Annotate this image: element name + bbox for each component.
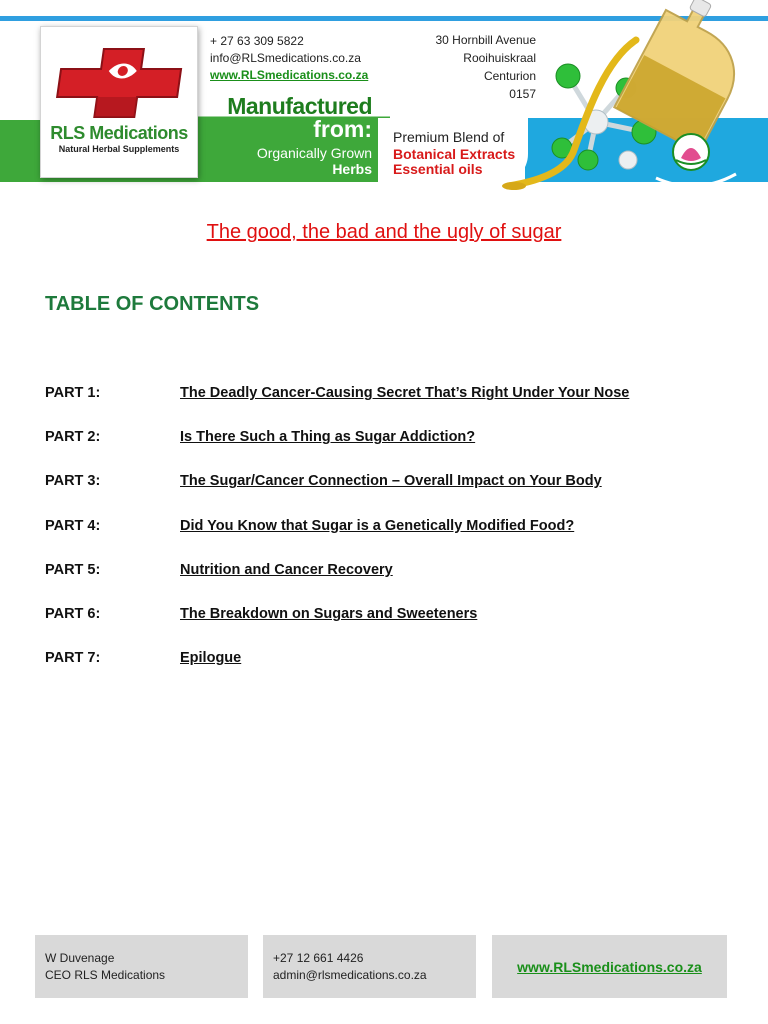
footer-contact xyxy=(273,950,427,984)
toc-row xyxy=(45,385,725,429)
toc-part-label: PART 7: xyxy=(45,650,101,667)
toc-row xyxy=(45,429,725,473)
footer-person xyxy=(45,950,165,984)
toc-part-label: PART 6: xyxy=(45,605,101,622)
blend-line-3: Essential oils xyxy=(393,161,483,177)
manufactured-line-2: Herbs xyxy=(332,161,372,177)
footer-website-box xyxy=(492,935,727,998)
toc-link-part-3[interactable]: The Sugar/Cancer Connection – Overall Impact on Your Body xyxy=(180,473,602,490)
address-line: 0157 xyxy=(509,87,536,101)
header-phone: + 27 63 309 5822 xyxy=(210,34,304,48)
toc-part-label: PART 1: xyxy=(45,385,101,401)
toc-part-label: PART 3: xyxy=(45,473,101,490)
header-website-link[interactable]: www.RLSmedications.co.za xyxy=(210,68,369,82)
table-of-contents xyxy=(45,385,725,694)
manufactured-from: from: xyxy=(313,116,372,142)
address-line: Rooihuiskraal xyxy=(463,51,536,65)
footer-person-box xyxy=(35,935,248,998)
toc-row xyxy=(45,606,725,650)
toc-link-part-7[interactable]: Epilogue xyxy=(180,650,242,667)
footer-email[interactable]: admin@rlsmedications.co.za xyxy=(273,968,427,982)
toc-row xyxy=(45,562,725,606)
toc-link-part-4[interactable]: Did You Know that Sugar is a Genetically Modified Food? xyxy=(180,517,575,534)
footer-website-link[interactable]: www.RLSmedications.co.za xyxy=(517,958,702,975)
toc-link-part-6[interactable]: The Breakdown on Sugars and Sweeteners xyxy=(180,605,478,622)
manufactured-line-1: Organically Grown xyxy=(256,145,372,161)
address-line: Centurion xyxy=(483,69,536,83)
toc-row xyxy=(45,473,725,517)
toc-row xyxy=(45,518,725,562)
address-line: 30 Hornbill Avenue xyxy=(435,33,536,47)
manufactured-title: Manufactured xyxy=(227,93,372,119)
footer-role: CEO RLS Medications xyxy=(45,968,166,982)
oil-bottle-molecule-image xyxy=(496,0,768,210)
toc-part-label: PART 2: xyxy=(45,429,101,446)
logo-tagline: Natural Herbal Supplements xyxy=(58,144,180,154)
blend-line-1: Premium Blend of xyxy=(393,129,505,145)
company-logo xyxy=(40,26,198,178)
document-title: The good, the bad and the ugly of sugar xyxy=(206,221,562,243)
medical-cross-icon xyxy=(55,41,185,125)
footer-phone: +27 12 661 4426 xyxy=(273,951,364,965)
toc-link-part-5[interactable]: Nutrition and Cancer Recovery xyxy=(180,561,393,578)
letterhead-banner xyxy=(0,0,768,210)
header-email[interactable]: info@RLSmedications.co.za xyxy=(210,51,361,65)
manufactured-sub xyxy=(226,145,372,177)
toc-row xyxy=(45,650,725,694)
toc-part-label: PART 5: xyxy=(45,561,101,578)
toc-part-label: PART 4: xyxy=(45,517,101,534)
toc-link-part-2[interactable]: Is There Such a Thing as Sugar Addiction? xyxy=(180,429,476,446)
toc-heading: TABLE OF CONTENTS xyxy=(45,293,260,315)
footer-name: W Duvenage xyxy=(45,951,115,965)
blend-line-2: Botanical Extracts xyxy=(393,146,516,162)
header-contact xyxy=(210,33,368,84)
toc-link-part-1[interactable]: The Deadly Cancer-Causing Secret That’s Right Under Your Nose xyxy=(180,385,630,401)
footer-contact-box xyxy=(263,935,476,998)
logo-name: RLS Medications xyxy=(50,123,188,143)
